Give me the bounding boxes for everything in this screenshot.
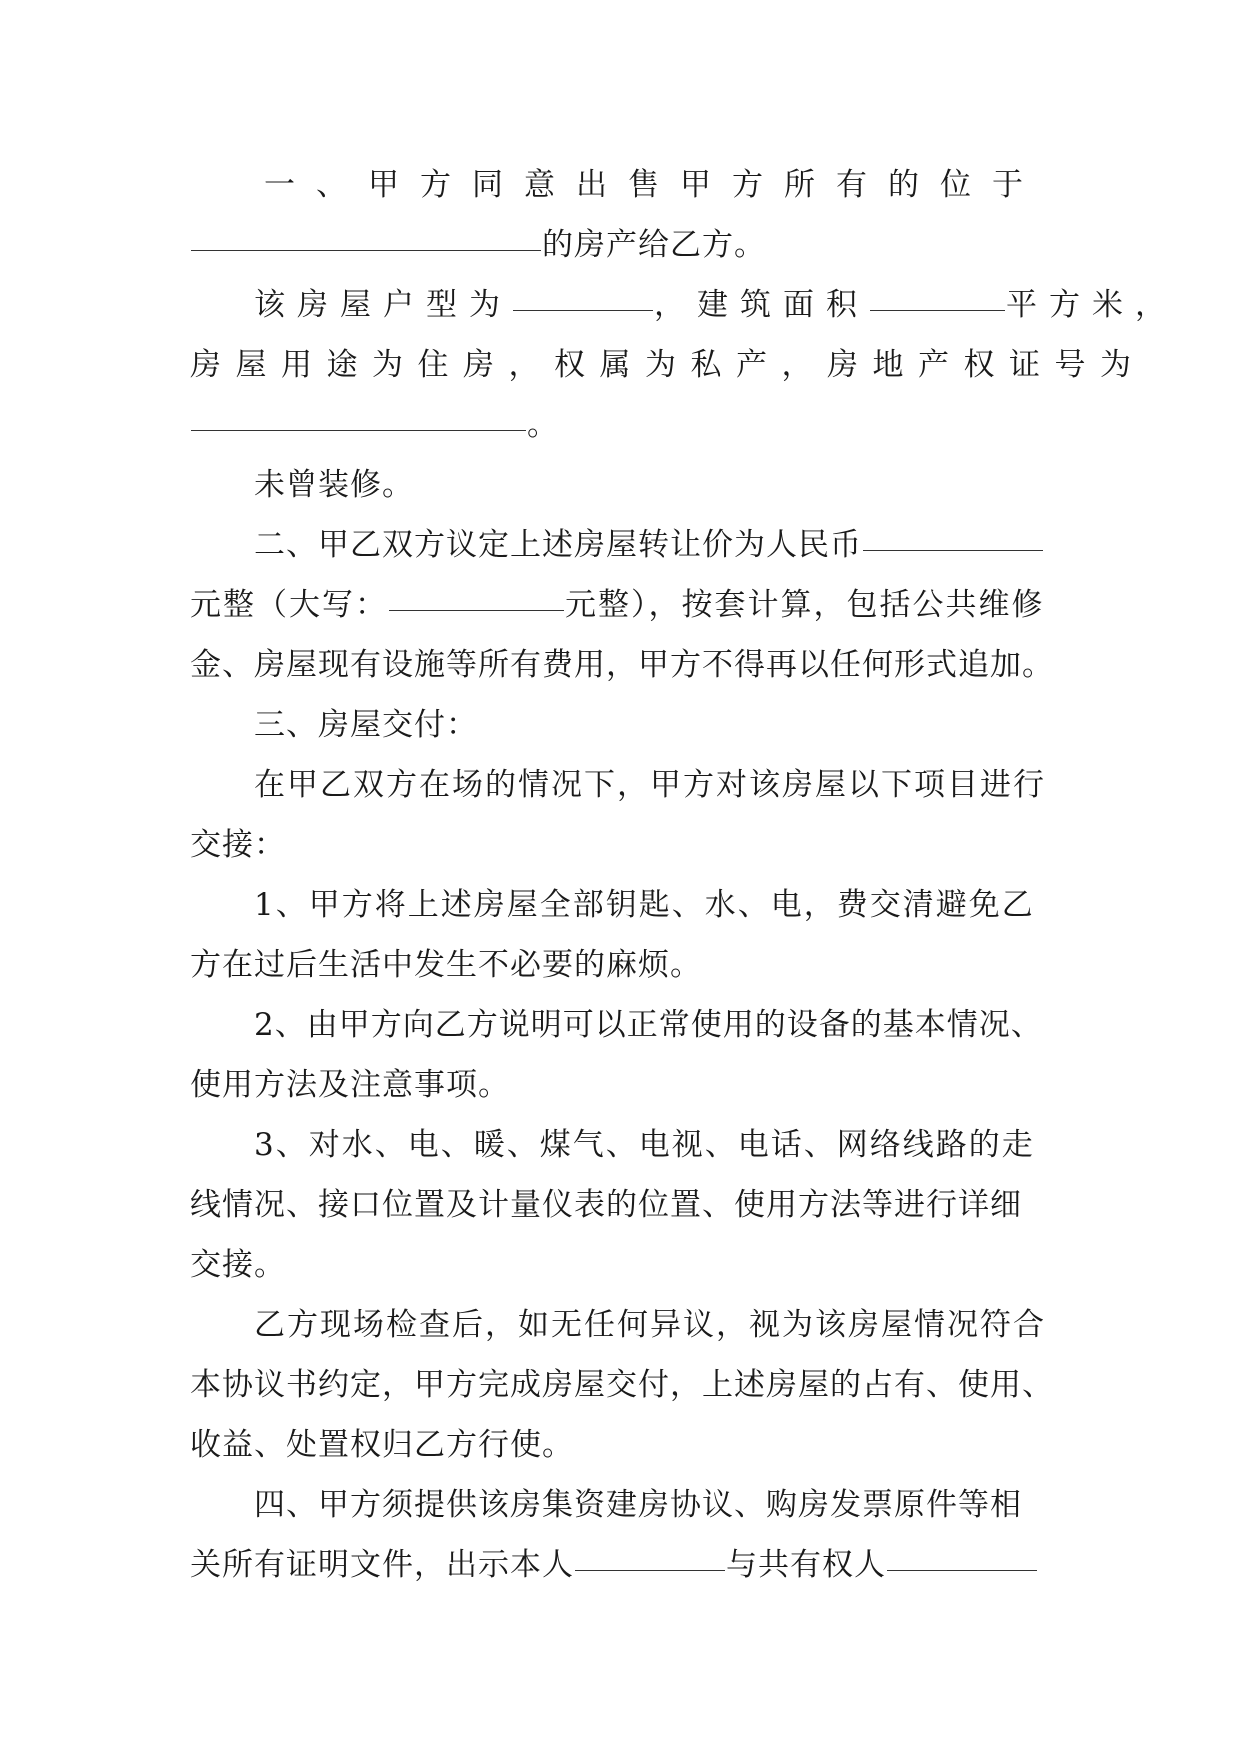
item-1-tail: 方在过后生活中发生不必要的麻烦。: [190, 947, 702, 983]
clause-2-line-1: [190, 515, 1050, 575]
inspection-tail: 收益、处置权归乙方行使。: [190, 1427, 574, 1463]
inspection-text: 乙方现场检查后，如无任何异议，视为该房屋情况符合: [254, 1307, 1046, 1343]
delivery-intro: 在甲乙双方在场的情况下，甲方对该房屋以下项目进行: [254, 767, 1046, 803]
area-unit: 平方米，: [1006, 287, 1178, 323]
item-3-tail: 交接。: [190, 1247, 286, 1283]
area-label: ，建筑面积: [654, 287, 869, 323]
house-usage-text: 房屋用途为住房，权属为私产，房地产权证号为: [190, 347, 1146, 383]
clause-3-line-2: [190, 815, 1050, 875]
item-2-line-2: [190, 1055, 1050, 1115]
price-capital-blank[interactable]: [389, 609, 564, 611]
price-capital-label: 元整（大写：: [190, 587, 388, 623]
certificate-period: 。: [527, 407, 559, 443]
renovation-text: 未曾装修。: [254, 467, 414, 503]
item-2-line-1: [190, 995, 1050, 1055]
item-2-tail: 使用方法及注意事项。: [190, 1067, 510, 1103]
item-3-middle: 线情况、接口位置及计量仪表的位置、使用方法等进行详细: [190, 1187, 1022, 1223]
document-page: [190, 155, 1178, 1595]
area-blank[interactable]: [870, 309, 1005, 311]
item-3-line-1: [190, 1115, 1050, 1175]
item-1-line-1: [190, 875, 1050, 935]
documents-text: 四、甲方须提供该房集资建房协议、购房发票原件等相: [254, 1487, 1022, 1523]
clause-2-line-2: [190, 575, 1050, 635]
co-owner-label: 与共有权人: [726, 1547, 886, 1583]
inspection-line-2: [190, 1355, 1054, 1415]
fees-text: 金、房屋现有设施等所有费用，甲方不得再以任何形式追加。: [190, 647, 1054, 683]
clause-4-line-1: [190, 1475, 1050, 1535]
item-1-line-2: [190, 935, 1050, 995]
item-1-text: 1、甲方将上述房屋全部钥匙、水、电，费交清避免乙: [254, 887, 1035, 923]
item-3-text: 3、对水、电、暖、煤气、电视、电话、网络线路的走: [254, 1127, 1035, 1163]
clause-1-line-1: [190, 155, 1050, 215]
house-info-line-2: [190, 335, 1146, 395]
house-info-line-1: [190, 275, 1178, 335]
delivery-heading: 三、房屋交付：: [254, 707, 478, 743]
clause-3-heading: [190, 695, 1050, 755]
owner-label: 关所有证明文件，出示本人: [190, 1547, 574, 1583]
inspection-middle: 本协议书约定，甲方完成房屋交付，上述房屋的占有、使用、: [190, 1367, 1054, 1403]
price-text: 二、甲乙双方议定上述房屋转让价为人民币: [254, 527, 862, 563]
co-owner-blank[interactable]: [887, 1569, 1037, 1571]
clause-1-text: 一、甲方同意出售甲方所有的位于: [264, 167, 1044, 203]
price-capital-tail: 元整），按套计算，包括公共维修: [565, 587, 1045, 623]
item-3-line-2: [190, 1175, 1050, 1235]
item-3-line-3: [190, 1235, 1050, 1295]
house-type-label: 该房屋户型为: [254, 287, 512, 323]
clause-1-line-2: [190, 215, 1050, 275]
house-info-line-3: [190, 395, 1050, 455]
certificate-number-blank[interactable]: [191, 429, 526, 431]
clause-1-tail: 的房产给乙方。: [542, 227, 766, 263]
clause-3-line-1: [190, 755, 1050, 815]
renovation-line: [190, 455, 1050, 515]
price-blank[interactable]: [863, 549, 1043, 551]
clause-4-line-2: [190, 1535, 1050, 1595]
owner-blank[interactable]: [575, 1569, 725, 1571]
location-blank[interactable]: [191, 249, 541, 251]
clause-2-line-3: [190, 635, 1054, 695]
item-2-text: 2、由甲方向乙方说明可以正常使用的设备的基本情况、: [254, 1007, 1043, 1043]
inspection-line-1: [190, 1295, 1050, 1355]
inspection-line-3: [190, 1415, 1050, 1475]
delivery-intro-tail: 交接：: [190, 827, 286, 863]
house-type-blank[interactable]: [513, 309, 653, 311]
